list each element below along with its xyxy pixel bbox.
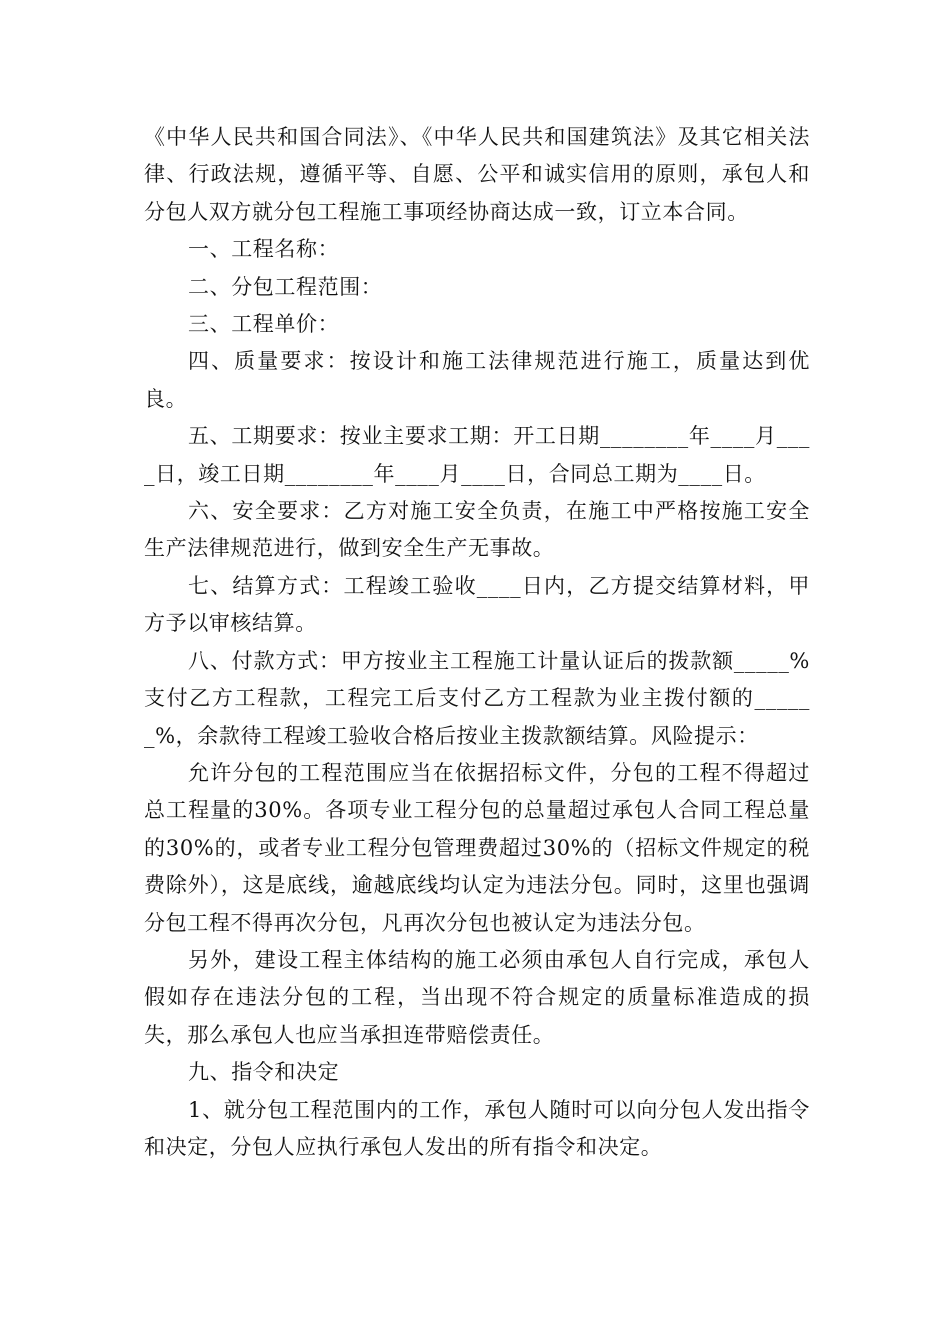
paragraph-quality-requirements: 四、质量要求：按设计和施工法律规范进行施工，质量达到优良。 bbox=[144, 349, 810, 411]
paragraph-settlement-method: 七、结算方式：工程竣工验收____日内，乙方提交结算材料，甲方予以审核结算。 bbox=[144, 573, 810, 636]
paragraph-risk-liability: 另外，建设工程主体结构的施工必须由承包人自行完成，承包人假如存在违法分包的工程，当出现不符合规定的质量标准造成的损失，那么承包人也应当承担连带赔偿责任。 bbox=[144, 947, 810, 1047]
paragraph-schedule-requirements: 五、工期要求：按业主要求工期：开工日期________年____月____日，竣工日期________年____月____日，合同总工期为____日。 bbox=[144, 424, 810, 486]
paragraph-risk-scope: 允许分包的工程范围应当在依据招标文件，分包的工程不得超过总工程量的30%。各项专业工程分包的总量超过承包人合同工程总量的30%的，或者专业工程分包管理费超过30%的（招标文件规定的税费除外），这是底线，逾越底线均认定为违法分包。同时，这里也强调分包工程不得再次分包，凡再次分包也被认定为违法分包。 bbox=[144, 760, 810, 935]
paragraph-project-name: 一、工程名称： bbox=[188, 237, 340, 262]
paragraph-safety-requirements: 六、安全要求：乙方对施工安全负责，在施工中严格按施工安全生产法律规范进行，做到安全生产无事故。 bbox=[144, 499, 810, 561]
paragraph-preamble: 《中华人民共和国合同法》、《中华人民共和国建筑法》及其它相关法律、行政法规，遵循平等、自愿、公平和诚实信用的原则，承包人和分包人双方就分包工程施工事项经协商达成一致，订立本合同。 bbox=[144, 125, 810, 224]
paragraph-unit-price: 三、工程单价： bbox=[188, 312, 340, 337]
paragraph-subcontract-scope: 二、分包工程范围： bbox=[188, 274, 383, 299]
paragraph-payment-method: 八、付款方式：甲方按业主工程施工计量认证后的拨款额_____%支付乙方工程款，工程完工后支付乙方工程款为业主拨付额的______%，余款待工程竣工验收合格后按业主拨款额结算。风险提示： bbox=[144, 648, 810, 748]
paragraph-instructions-heading: 九、指令和决定 bbox=[188, 1060, 340, 1085]
document-body bbox=[144, 119, 810, 1166]
paragraph-instructions-item-1: 1、就分包工程范围内的工作，承包人随时可以向分包人发出指令和决定，分包人应执行承包人发出的所有指令和决定。 bbox=[144, 1097, 810, 1159]
